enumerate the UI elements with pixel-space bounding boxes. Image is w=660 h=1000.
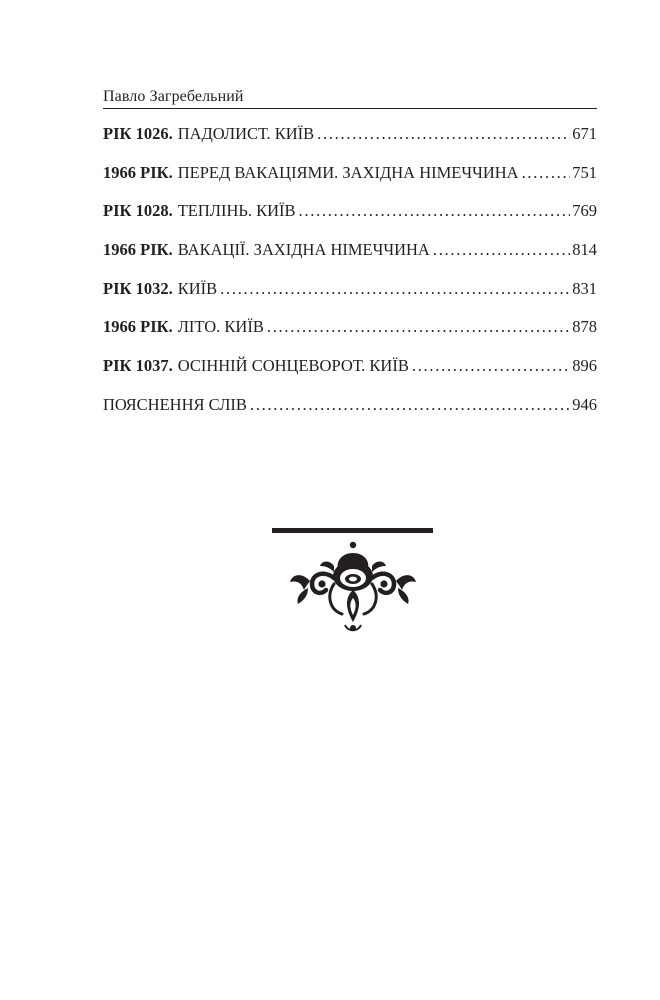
- toc-entry-title: ВАКАЦІЇ. ЗАХІДНА НІМЕЧЧИНА: [177, 240, 430, 260]
- toc-entry-year: 1966 РІК.: [103, 240, 173, 260]
- toc-entry-title: ТЕПЛІНЬ. КИЇВ: [177, 201, 296, 221]
- toc-entry-title: ОСІННІЙ СОНЦЕВОРОТ. КИЇВ: [177, 356, 409, 376]
- toc-entry[interactable]: [103, 279, 597, 318]
- toc-page-number: 671: [572, 124, 597, 143]
- toc-page-number: 831: [572, 278, 597, 298]
- toc-entry-title: ЛІТО. КИЇВ: [177, 317, 264, 337]
- header-rule: [103, 108, 597, 109]
- toc-entry-title: ПАДОЛИСТ. КИЇВ: [177, 124, 315, 143]
- toc-entry[interactable]: [103, 356, 597, 395]
- toc-entry[interactable]: [103, 395, 597, 434]
- toc-page-number: 769: [572, 201, 597, 221]
- toc-dot-leader: [267, 317, 570, 337]
- toc-entry-year: РІК 1032.: [103, 278, 173, 298]
- toc-entry[interactable]: [103, 163, 597, 202]
- toc-entry[interactable]: [103, 201, 597, 240]
- toc-dot-leader: [412, 356, 570, 376]
- toc-entry-year: РІК 1037.: [103, 356, 173, 376]
- table-of-contents: [103, 124, 597, 434]
- toc-entry[interactable]: [103, 124, 597, 163]
- toc-page-number: 751: [572, 162, 597, 182]
- toc-entry-year: 1966 РІК.: [103, 317, 173, 337]
- toc-entry[interactable]: [103, 317, 597, 356]
- toc-page-number: 896: [572, 356, 597, 376]
- toc-dot-leader: [317, 124, 570, 144]
- toc-dot-leader: [220, 279, 570, 299]
- toc-page-number: 878: [572, 317, 597, 337]
- toc-entry-year: РІК 1026.: [103, 124, 173, 143]
- toc-entry-title: ПЕРЕД ВАКАЦІЯМИ. ЗАХІДНА НІМЕЧЧИНА: [177, 162, 519, 182]
- toc-dot-leader: [299, 201, 571, 221]
- toc-entry-year: РІК 1028.: [103, 201, 173, 221]
- toc-dot-leader: [522, 163, 571, 183]
- toc-entry[interactable]: [103, 240, 597, 279]
- running-head: Павло Загребельний: [103, 88, 244, 105]
- toc-entry-title: КИЇВ: [177, 278, 218, 298]
- toc-entry-year: 1966 РІК.: [103, 162, 173, 182]
- toc-dot-leader: [433, 240, 570, 260]
- toc-page-number: 814: [572, 240, 597, 260]
- toc-entry-title: ПОЯСНЕННЯ СЛІВ: [103, 394, 247, 414]
- floral-ornament-icon: [272, 526, 434, 647]
- toc-dot-leader: [250, 395, 570, 415]
- toc-page-number: 946: [572, 394, 597, 414]
